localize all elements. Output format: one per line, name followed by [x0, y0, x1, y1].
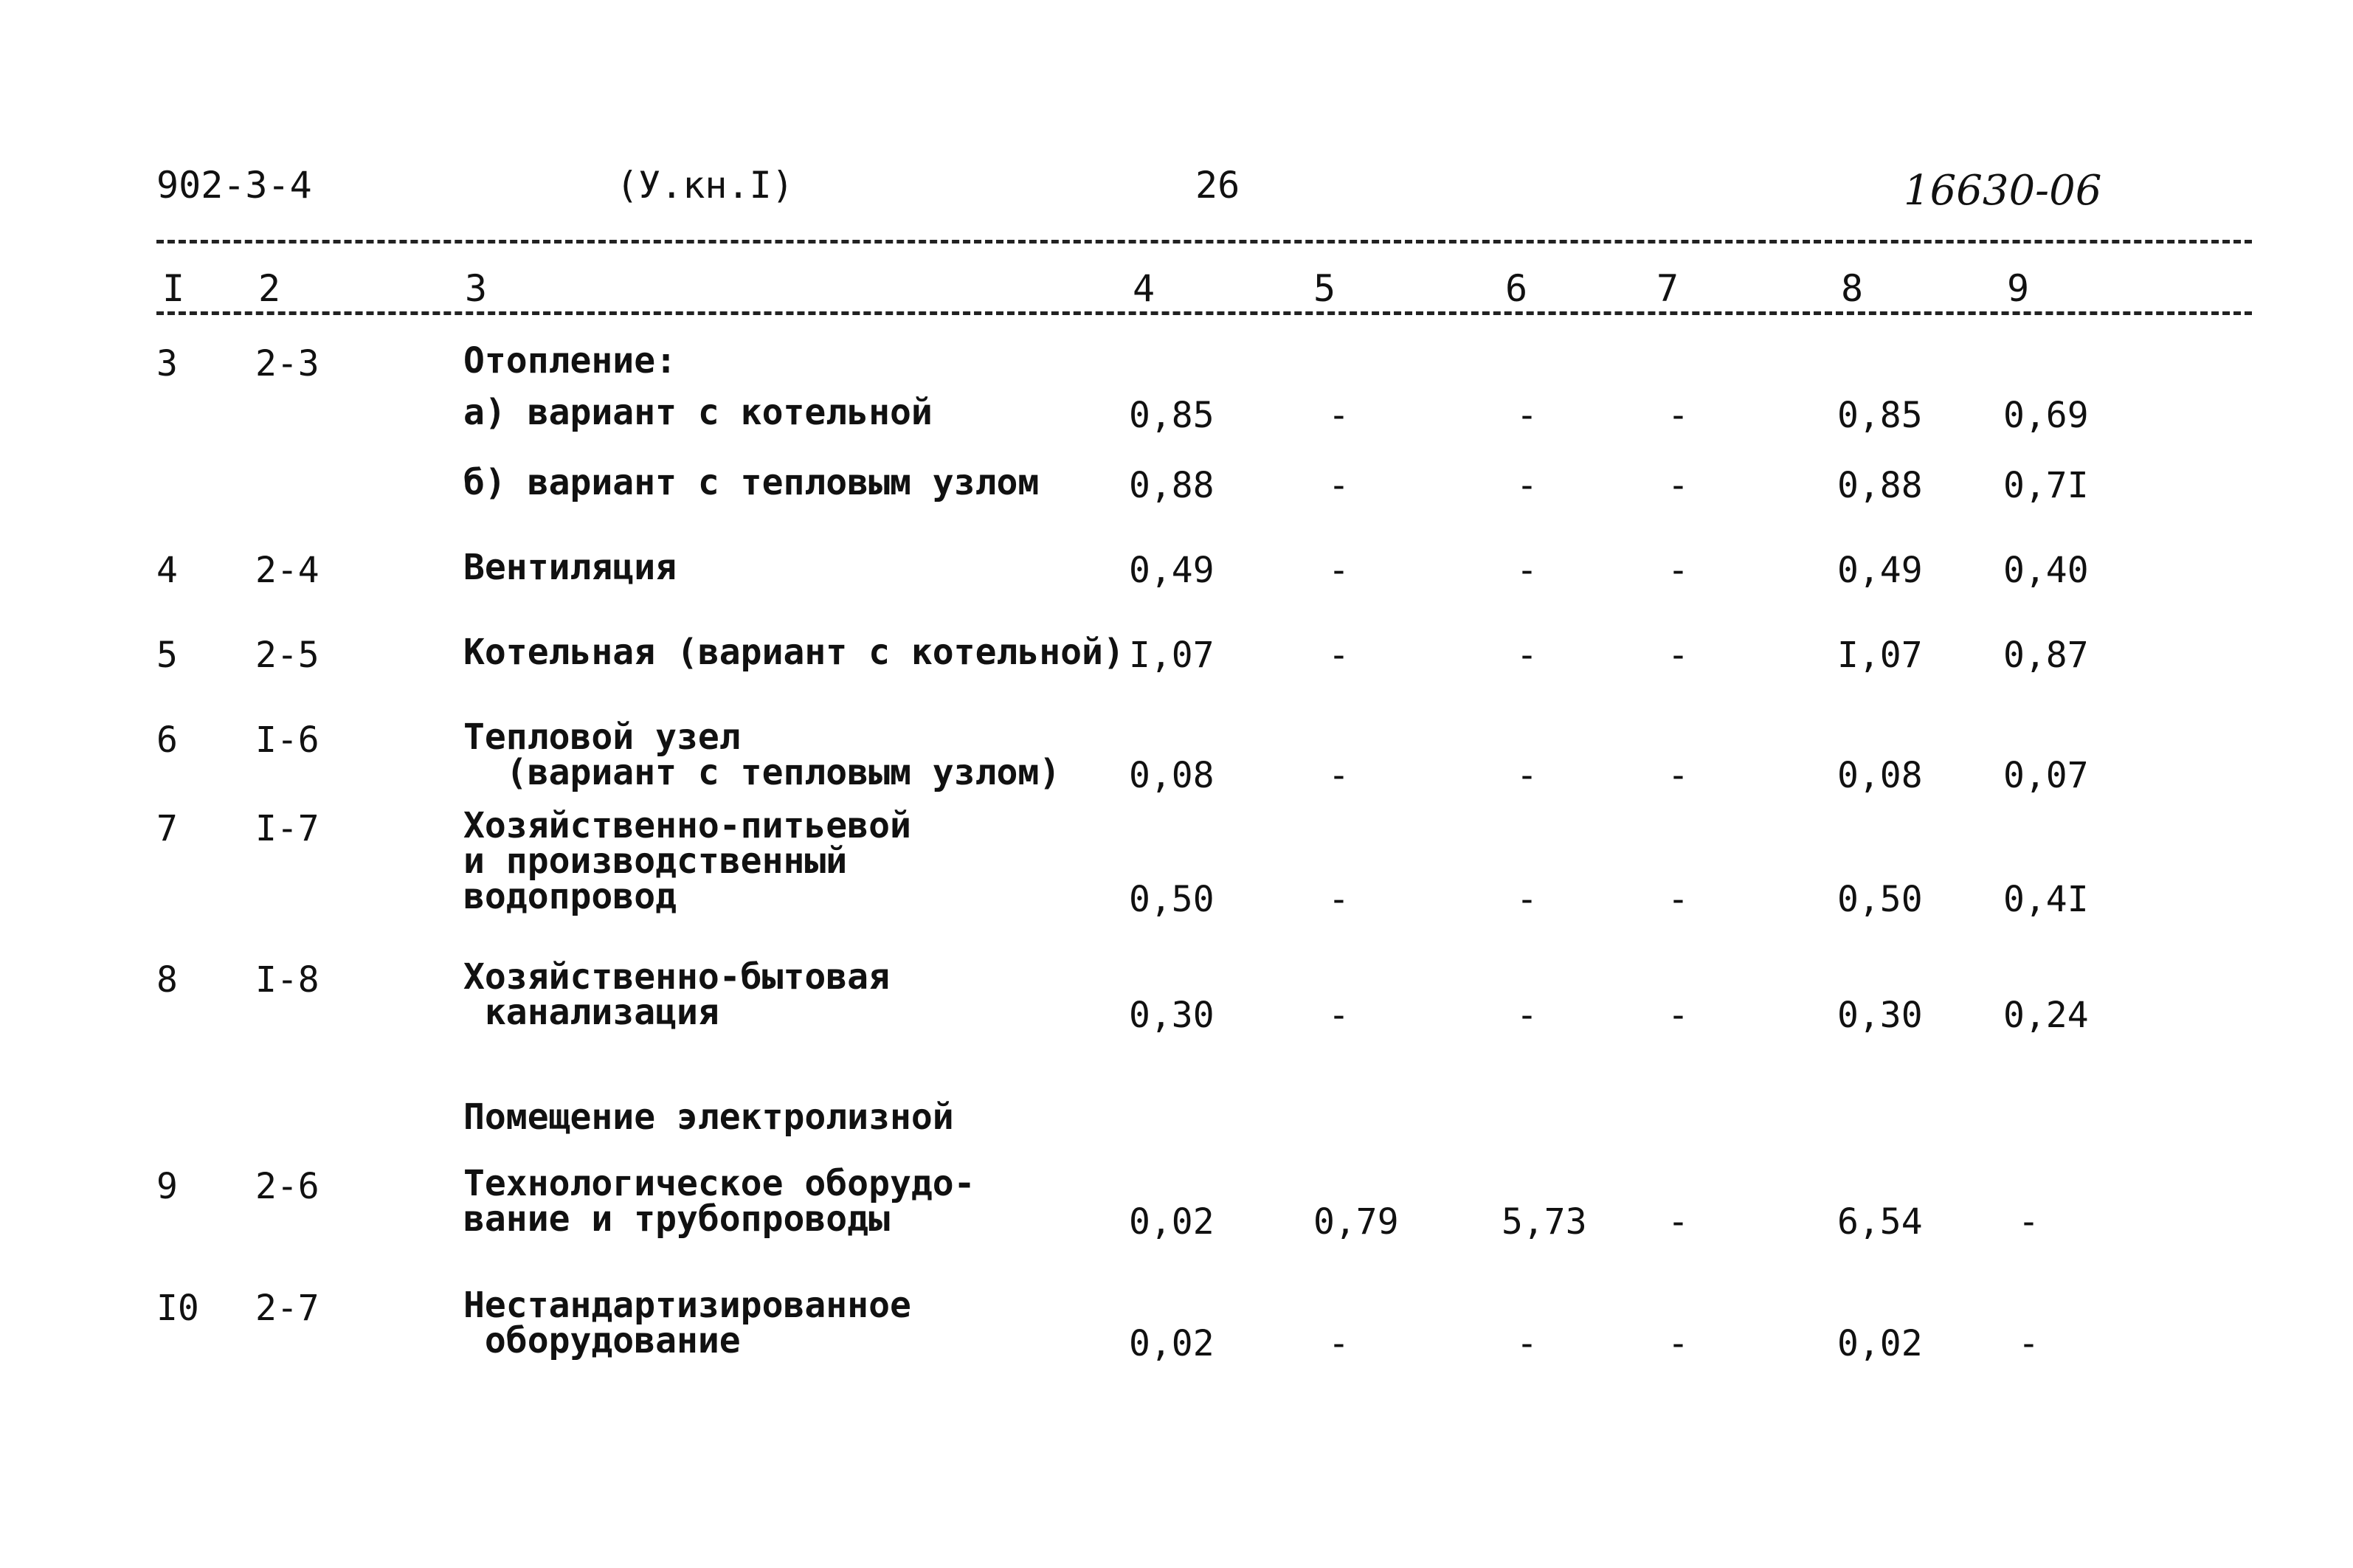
row-number: 9 — [156, 1166, 178, 1207]
value-col-9: - — [2018, 1201, 2039, 1243]
value-col-7: - — [1668, 1201, 1689, 1243]
value-col-7: - — [1668, 550, 1689, 591]
value-col-8: 0,50 — [1837, 879, 1923, 920]
row-code: I-8 — [255, 959, 319, 1001]
column-number-7: 7 — [1656, 267, 1679, 310]
value-col-6: - — [1516, 879, 1538, 920]
value-col-7: - — [1668, 395, 1689, 436]
value-col-6: - — [1516, 635, 1538, 676]
row-description: Котельная (вариант с котельной) — [463, 632, 1124, 673]
value-col-7: - — [1668, 635, 1689, 676]
row-description: Вентиляция — [463, 547, 677, 588]
row-description: Хозяйственно-бытовая — [463, 956, 890, 998]
value-col-5: - — [1328, 755, 1350, 796]
value-col-4: 0,08 — [1129, 755, 1214, 796]
row-description: а) вариант с котельной — [463, 392, 933, 433]
value-col-7: - — [1668, 879, 1689, 920]
row-description: Технологическое оборудо- — [463, 1163, 975, 1204]
column-number-3: 3 — [465, 267, 488, 310]
value-col-5: - — [1328, 635, 1350, 676]
row-description: Хозяйственно-питьевой — [463, 805, 911, 846]
value-col-6: - — [1516, 465, 1538, 506]
page-number: 26 — [1195, 164, 1240, 207]
column-number-6: 6 — [1505, 267, 1528, 310]
value-col-5: - — [1328, 879, 1350, 920]
value-col-7: - — [1668, 755, 1689, 796]
value-col-7: - — [1668, 465, 1689, 506]
value-col-8: 6,54 — [1837, 1201, 1923, 1243]
row-code: 2-6 — [255, 1166, 319, 1207]
row-number: I0 — [156, 1288, 199, 1329]
value-col-4: 0,30 — [1129, 995, 1214, 1036]
value-col-8: 0,08 — [1837, 755, 1923, 796]
column-number-8: 8 — [1841, 267, 1864, 310]
row-code: 2-4 — [255, 550, 319, 591]
value-col-5: - — [1328, 550, 1350, 591]
value-col-6: - — [1516, 995, 1538, 1036]
row-number: 4 — [156, 550, 178, 591]
row-description: б) вариант с тепловым узлом — [463, 462, 1040, 503]
row-code: I-6 — [255, 719, 319, 761]
value-col-5: - — [1328, 995, 1350, 1036]
column-number-9: 9 — [2007, 267, 2030, 310]
inventory-number: 16630-06 — [1904, 167, 2102, 215]
value-col-8: 0,30 — [1837, 995, 1923, 1036]
row-description: вание и трубопроводы — [463, 1198, 890, 1240]
row-description: и производственный — [463, 840, 848, 882]
value-col-5: - — [1328, 1323, 1350, 1364]
row-description: водопровод — [463, 876, 677, 917]
row-number: 3 — [156, 343, 178, 384]
row-description: оборудование — [463, 1320, 741, 1361]
row-code: I-7 — [255, 808, 319, 849]
value-col-8: 0,02 — [1837, 1323, 1923, 1364]
doc-code: 902-3-4 — [156, 164, 312, 207]
header-divider — [156, 240, 2252, 244]
value-col-7: - — [1668, 995, 1689, 1036]
value-col-4: I,07 — [1129, 635, 1214, 676]
row-description: Отопление: — [463, 340, 677, 381]
row-number: 7 — [156, 808, 178, 849]
row-number: 8 — [156, 959, 178, 1001]
value-col-4: 0,02 — [1129, 1323, 1214, 1364]
value-col-6: - — [1516, 395, 1538, 436]
value-col-5: 0,79 — [1313, 1201, 1399, 1243]
row-description: Тепловой узел — [463, 716, 741, 758]
value-col-5: - — [1328, 465, 1350, 506]
column-number-2: 2 — [258, 267, 281, 310]
value-col-5: - — [1328, 395, 1350, 436]
row-number: 6 — [156, 719, 178, 761]
column-number-1: I — [162, 267, 185, 310]
value-col-8: 0,49 — [1837, 550, 1923, 591]
value-col-9: 0,24 — [2003, 995, 2089, 1036]
value-col-8: 0,88 — [1837, 465, 1923, 506]
row-description: (вариант с тепловым узлом) — [463, 752, 1061, 793]
row-code: 2-3 — [255, 343, 319, 384]
value-col-9: 0,69 — [2003, 395, 2089, 436]
row-number: 5 — [156, 635, 178, 676]
value-col-9: 0,87 — [2003, 635, 2089, 676]
volume-label: (У.кн.I) — [616, 164, 794, 207]
column-number-divider — [156, 311, 2252, 315]
value-col-4: 0,85 — [1129, 395, 1214, 436]
value-col-4: 0,02 — [1129, 1201, 1214, 1243]
row-description: канализация — [463, 992, 719, 1033]
value-col-4: 0,88 — [1129, 465, 1214, 506]
value-col-9: 0,40 — [2003, 550, 2089, 591]
value-col-6: - — [1516, 550, 1538, 591]
value-col-8: I,07 — [1837, 635, 1923, 676]
value-col-8: 0,85 — [1837, 395, 1923, 436]
value-col-4: 0,49 — [1129, 550, 1214, 591]
row-description: Помещение электролизной — [463, 1096, 954, 1138]
row-description: Нестандартизированное — [463, 1285, 911, 1326]
row-code: 2-5 — [255, 635, 319, 676]
value-col-9: 0,07 — [2003, 755, 2089, 796]
value-col-9: 0,7I — [2003, 465, 2089, 506]
value-col-6: - — [1516, 1323, 1538, 1364]
value-col-9: 0,4I — [2003, 879, 2089, 920]
value-col-6: 5,73 — [1502, 1201, 1587, 1243]
column-number-5: 5 — [1313, 267, 1336, 310]
value-col-7: - — [1668, 1323, 1689, 1364]
value-col-9: - — [2018, 1323, 2039, 1364]
column-number-4: 4 — [1133, 267, 1155, 310]
value-col-4: 0,50 — [1129, 879, 1214, 920]
row-code: 2-7 — [255, 1288, 319, 1329]
value-col-6: - — [1516, 755, 1538, 796]
